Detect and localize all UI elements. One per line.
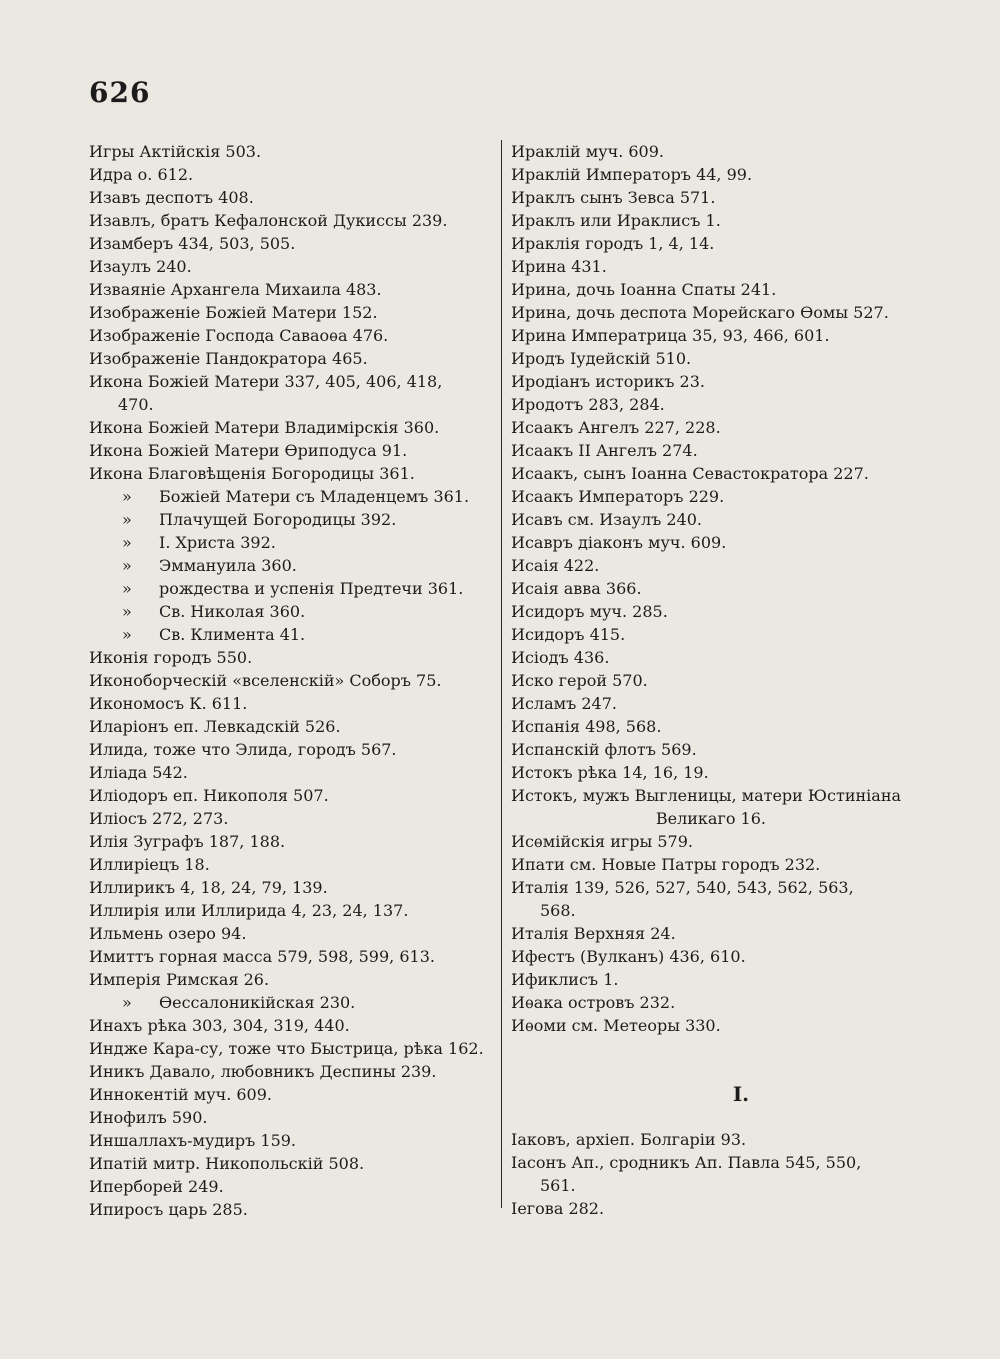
index-entry xyxy=(89,232,497,255)
index-entry-text: Исаакъ II Ангелъ 274. xyxy=(511,441,698,460)
index-entry xyxy=(89,531,497,554)
index-entry xyxy=(511,738,926,761)
index-entry xyxy=(89,1129,497,1152)
index-entry-text: Инофилъ 590. xyxy=(89,1108,208,1127)
index-entry-text: Иѳоми см. Метеоры 330. xyxy=(511,1016,721,1035)
index-entry-text: Исіодъ 436. xyxy=(511,648,610,667)
index-entry-text: Икона Божіей Матери Владимірскія 360. xyxy=(89,418,440,437)
index-entry xyxy=(511,807,926,830)
index-entry xyxy=(89,1198,497,1221)
index-entry xyxy=(511,830,926,853)
index-entry-text: Исавръ діаконъ муч. 609. xyxy=(511,533,727,552)
index-entry-text: Ѳессалоникійская 230. xyxy=(159,993,356,1012)
index-entry-text: Игры Актійскія 503. xyxy=(89,142,262,161)
index-entry xyxy=(89,163,497,186)
index-entry-text: Великаго 16. xyxy=(655,809,766,828)
index-entry xyxy=(89,255,497,278)
index-entry-text: Ипати см. Новые Патры городъ 232. xyxy=(511,855,821,874)
ditto-mark: » xyxy=(122,625,132,644)
ditto-mark: » xyxy=(122,579,132,598)
index-entry-text: Истокъ, мужъ Выгленицы, матери Юстиніана xyxy=(511,786,902,805)
index-entry-text: Изавлъ, братъ Кефалонской Дукиссы 239. xyxy=(89,211,448,230)
index-entry xyxy=(511,255,926,278)
index-entry xyxy=(89,577,497,600)
index-entry-text: Изамберъ 434, 503, 505. xyxy=(89,234,296,253)
index-entry xyxy=(89,945,497,968)
index-entry xyxy=(511,1128,926,1151)
index-entry-text: Илида, тоже что Элида, городъ 567. xyxy=(89,740,397,759)
index-entry-text: Индже Кара-су, тоже что Быстрица, рѣка 162. xyxy=(89,1039,484,1058)
index-entry xyxy=(89,830,497,853)
index-entry-text: Иникъ Давало, любовникъ Деспины 239. xyxy=(89,1062,437,1081)
index-entry xyxy=(511,876,926,899)
index-entry-text: Плачущей Богородицы 392. xyxy=(159,510,397,529)
index-entry xyxy=(511,508,926,531)
index-entry xyxy=(89,761,497,784)
index-entry xyxy=(511,1174,926,1197)
index-entry xyxy=(511,278,926,301)
index-entry-text: 561. xyxy=(540,1176,576,1195)
index-entry-text: Иліосъ 272, 273. xyxy=(89,809,229,828)
index-entry xyxy=(89,554,497,577)
index-entry-text: Исаакъ, сынъ Іоанна Севастократора 227. xyxy=(511,464,869,483)
ditto-mark: » xyxy=(122,993,132,1012)
index-entry-text: Исѳмійскія игры 579. xyxy=(511,832,693,851)
index-entry xyxy=(511,485,926,508)
index-entry xyxy=(89,1106,497,1129)
index-entry xyxy=(89,1152,497,1175)
index-entry xyxy=(511,853,926,876)
ditto-mark: » xyxy=(122,533,132,552)
index-entry-text: Ираклъ или Ираклисъ 1. xyxy=(511,211,721,230)
index-entry xyxy=(511,922,926,945)
index-entry-text: Иродіанъ историкъ 23. xyxy=(511,372,705,391)
page-number: 626 xyxy=(89,76,151,109)
index-entry-text: Иллиріецъ 18. xyxy=(89,855,210,874)
index-entry-text: Иконія городъ 550. xyxy=(89,648,253,667)
index-entry-text: І. Христа 392. xyxy=(159,533,276,552)
section-heading: I. xyxy=(732,1082,750,1106)
index-entry-text: Исаія авва 366. xyxy=(511,579,642,598)
index-entry-text: Исидоръ муч. 285. xyxy=(511,602,668,621)
index-entry xyxy=(89,508,497,531)
index-entry xyxy=(89,853,497,876)
index-entry-text: Изаулъ 240. xyxy=(89,257,192,276)
index-entry xyxy=(89,393,497,416)
index-entry xyxy=(511,163,926,186)
ditto-mark: » xyxy=(122,556,132,575)
index-entry xyxy=(511,784,926,807)
index-entry xyxy=(89,623,497,646)
index-entry-text: Ирина, дочь Іоанна Спаты 241. xyxy=(511,280,777,299)
index-entry-text: Иконоборческій «вселенскій» Соборъ 75. xyxy=(89,671,442,690)
index-entry xyxy=(89,186,497,209)
index-entry xyxy=(89,922,497,945)
column-divider xyxy=(501,140,502,1208)
index-entry-text: 470. xyxy=(118,395,154,414)
index-entry xyxy=(89,1060,497,1083)
index-entry xyxy=(89,485,497,508)
index-entry xyxy=(89,600,497,623)
index-entry xyxy=(89,738,497,761)
index-entry xyxy=(511,1197,926,1220)
index-entry-text: Іегова 282. xyxy=(511,1199,605,1218)
index-entry-text: Ификлисъ 1. xyxy=(511,970,619,989)
ditto-mark: » xyxy=(122,602,132,621)
index-entry xyxy=(89,991,497,1014)
index-entry-text: Испанія 498, 568. xyxy=(511,717,662,736)
index-entry-text: Илія Зуграфъ 187, 188. xyxy=(89,832,286,851)
index-entry xyxy=(89,462,497,485)
index-entry xyxy=(511,623,926,646)
index-entry-text: Исаакъ Императоръ 229. xyxy=(511,487,725,506)
index-entry xyxy=(89,1014,497,1037)
index-entry xyxy=(511,439,926,462)
index-entry-text: Исаакъ Ангелъ 227, 228. xyxy=(511,418,721,437)
index-entry-text: Иліодоръ еп. Никополя 507. xyxy=(89,786,329,805)
index-entry xyxy=(89,876,497,899)
index-entry xyxy=(89,209,497,232)
index-entry-text: Исавъ см. Изаулъ 240. xyxy=(511,510,702,529)
index-entry xyxy=(89,899,497,922)
index-entry xyxy=(89,278,497,301)
index-entry-text: рождества и успенія Предтечи 361. xyxy=(159,579,464,598)
ditto-mark: » xyxy=(122,487,132,506)
index-entry xyxy=(511,531,926,554)
index-entry-text: Иродъ Іудейскій 510. xyxy=(511,349,692,368)
index-entry-text: Имперія Римская 26. xyxy=(89,970,270,989)
index-entry-text: Исламъ 247. xyxy=(511,694,617,713)
index-entry xyxy=(511,577,926,600)
index-entry xyxy=(89,1175,497,1198)
index-entry xyxy=(511,462,926,485)
index-entry-text: Испанскій флотъ 569. xyxy=(511,740,697,759)
index-entry-text: Изображеніе Господа Саваоѳа 476. xyxy=(89,326,389,345)
index-entry xyxy=(511,945,926,968)
index-entry xyxy=(511,991,926,1014)
index-entry-text: Ифестъ (Вулканъ) 436, 610. xyxy=(511,947,746,966)
index-column-left xyxy=(89,140,497,1221)
index-entry-text: Иліада 542. xyxy=(89,763,188,782)
index-entry xyxy=(511,209,926,232)
index-entry xyxy=(511,370,926,393)
index-entry-text: Іаковъ, архіеп. Болгаріи 93. xyxy=(511,1130,747,1149)
index-entry-text: Изображеніе Пандократора 465. xyxy=(89,349,368,368)
index-entry-text: Ираклій муч. 609. xyxy=(511,142,664,161)
index-entry-text: Имиттъ горная масса 579, 598, 599, 613. xyxy=(89,947,435,966)
index-entry xyxy=(511,301,926,324)
index-entry xyxy=(89,784,497,807)
index-entry xyxy=(511,393,926,416)
index-entry-text: Иншаллахъ-мудиръ 159. xyxy=(89,1131,297,1150)
ditto-mark: » xyxy=(122,510,132,529)
index-entry xyxy=(89,439,497,462)
index-entry-text: Икономосъ К. 611. xyxy=(89,694,248,713)
index-entry-text: Іасонъ Ап., сродникъ Ап. Павла 545, 550, xyxy=(511,1153,862,1172)
index-entry-text: Ипиросъ царь 285. xyxy=(89,1200,248,1219)
index-entry xyxy=(89,301,497,324)
index-entry-text: Изображеніе Божіей Матери 152. xyxy=(89,303,378,322)
index-entry xyxy=(511,715,926,738)
index-entry xyxy=(89,416,497,439)
index-entry-text: Св. Николая 360. xyxy=(159,602,306,621)
index-entry xyxy=(511,186,926,209)
index-entry-text: Св. Климента 41. xyxy=(159,625,306,644)
index-entry xyxy=(511,416,926,439)
index-entry-text: Италія Верхняя 24. xyxy=(511,924,676,943)
index-entry xyxy=(511,140,926,163)
index-entry xyxy=(511,1014,926,1037)
index-entry-text: Инахъ рѣка 303, 304, 319, 440. xyxy=(89,1016,350,1035)
index-entry xyxy=(89,692,497,715)
index-entry-text: Ирина 431. xyxy=(511,257,607,276)
index-entry-text: Божіей Матери съ Младенцемъ 361. xyxy=(159,487,470,506)
index-entry-text: Истокъ рѣка 14, 16, 19. xyxy=(511,763,709,782)
index-entry-text: Иннокентій муч. 609. xyxy=(89,1085,272,1104)
index-entry-text: Икона Божіей Матери 337, 405, 406, 418, xyxy=(89,372,443,391)
index-entry-text: Ильмень озеро 94. xyxy=(89,924,247,943)
index-entry xyxy=(89,347,497,370)
index-entry-text: 568. xyxy=(540,901,576,920)
index-entry xyxy=(511,232,926,255)
index-entry xyxy=(89,715,497,738)
index-entry xyxy=(511,554,926,577)
index-entry xyxy=(511,899,926,922)
index-entry xyxy=(511,600,926,623)
index-column-right xyxy=(511,140,926,1220)
index-entry-text: Иско герой 570. xyxy=(511,671,648,690)
index-entry xyxy=(511,1151,926,1174)
index-entry xyxy=(511,646,926,669)
index-entry xyxy=(89,1037,497,1060)
index-entry xyxy=(511,669,926,692)
index-entry-text: Икона Благовѣщенія Богородицы 361. xyxy=(89,464,415,483)
index-entry xyxy=(89,968,497,991)
index-entry-text: Иллирикъ 4, 18, 24, 79, 139. xyxy=(89,878,328,897)
index-entry xyxy=(89,140,497,163)
index-entry xyxy=(511,968,926,991)
index-entry-text: Иѳака островъ 232. xyxy=(511,993,676,1012)
index-entry xyxy=(511,761,926,784)
index-entry xyxy=(89,370,497,393)
index-entry-text: Италія 139, 526, 527, 540, 543, 562, 563, xyxy=(511,878,854,897)
index-entry xyxy=(89,807,497,830)
index-entry-text: Исаія 422. xyxy=(511,556,600,575)
index-entry-text: Эммануила 360. xyxy=(159,556,297,575)
index-entry-text: Исидоръ 415. xyxy=(511,625,626,644)
index-entry-text: Изавъ деспотъ 408. xyxy=(89,188,254,207)
index-entry-text: Изваяніе Архангела Михаила 483. xyxy=(89,280,382,299)
index-entry xyxy=(89,646,497,669)
index-entry-text: Ирина Императрица 35, 93, 466, 601. xyxy=(511,326,830,345)
index-entry xyxy=(89,669,497,692)
index-entry-text: Идра о. 612. xyxy=(89,165,194,184)
index-entry-text: Ираклія городъ 1, 4, 14. xyxy=(511,234,715,253)
spacer xyxy=(511,1037,926,1060)
index-entry xyxy=(89,324,497,347)
index-entry xyxy=(511,692,926,715)
index-entry-text: Иллирія или Иллирида 4, 23, 24, 137. xyxy=(89,901,409,920)
index-entry-text: Ипатій митр. Никопольскій 508. xyxy=(89,1154,365,1173)
index-entry-text: Ираклій Императоръ 44, 99. xyxy=(511,165,753,184)
index-entry-text: Иларіонъ еп. Левкадскій 526. xyxy=(89,717,341,736)
index-entry-text: Ирина, дочь деспота Морейскаго Ѳомы 527. xyxy=(511,303,889,322)
index-entry xyxy=(89,1083,497,1106)
index-entry-text: Ираклъ сынъ Зевса 571. xyxy=(511,188,716,207)
index-entry xyxy=(511,347,926,370)
index-entry xyxy=(511,324,926,347)
index-entry-text: Иперборей 249. xyxy=(89,1177,224,1196)
index-entry-text: Икона Божіей Матери Ѳриподуса 91. xyxy=(89,441,408,460)
index-entry-text: Иродотъ 283, 284. xyxy=(511,395,665,414)
